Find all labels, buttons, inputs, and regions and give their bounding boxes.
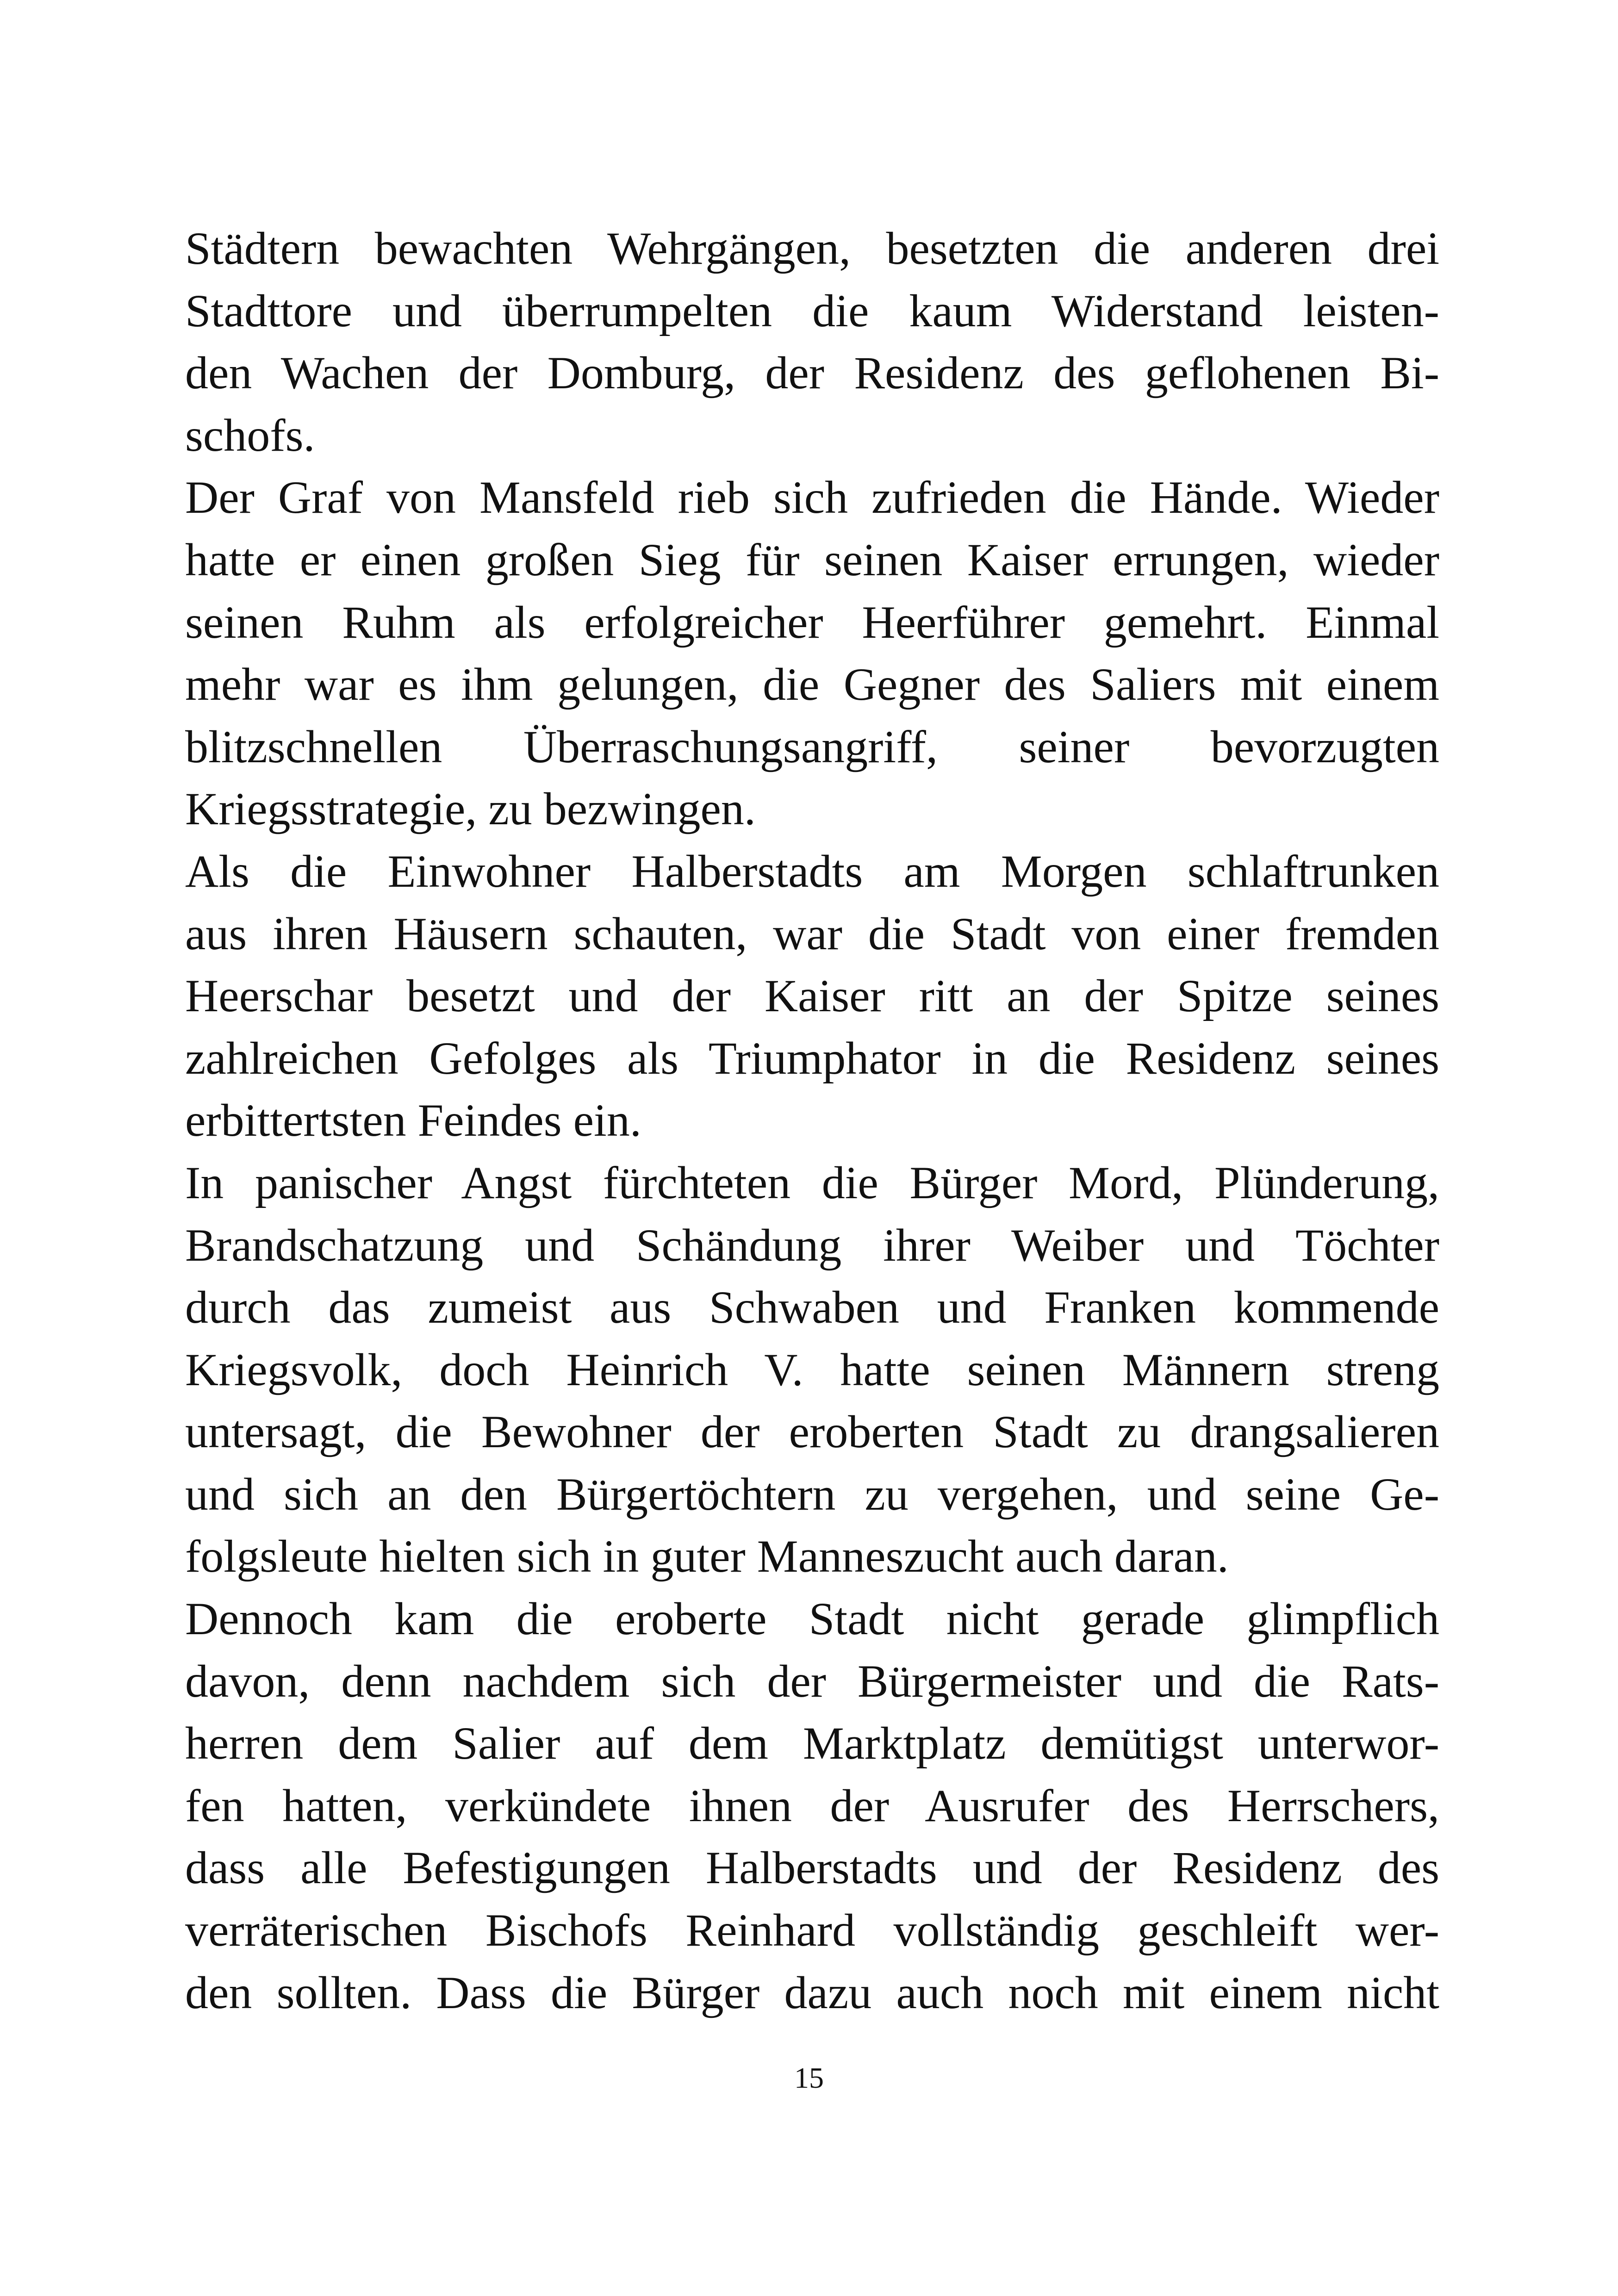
- text-line: zahlreichen Gefolges als Triumphator in die Residenz seines: [185, 1032, 1439, 1084]
- text-line: Dennoch kam die eroberte Stadt nicht gerade glimpflich: [185, 1593, 1439, 1645]
- text-line: Als die Einwohner Halberstadts am Morgen schlaftrunken: [185, 845, 1439, 897]
- paragraph: [185, 467, 1439, 840]
- paragraph: [185, 218, 1439, 467]
- text-line: blitzschnellen Überraschungsangriff, seiner bevorzugten: [185, 721, 1439, 772]
- text-line: Kriegsstrategie, zu bezwingen.: [185, 783, 756, 835]
- page-number: 15: [794, 2061, 824, 2094]
- text-line: den Wachen der Domburg, der Residenz des geflohenen Bi-: [185, 347, 1439, 399]
- text-line: aus ihren Häusern schauten, war die Stadt von einer fremden: [185, 908, 1439, 959]
- text-line: den sollten. Dass die Bürger dazu auch noch mit einem nicht: [185, 1966, 1439, 2018]
- text-line: seinen Ruhm als erfolgreicher Heerführer gemehrt. Einmal: [185, 596, 1439, 648]
- text-line: hatte er einen großen Sieg für seinen Kaiser errungen, wieder: [185, 534, 1439, 585]
- text-line: Städtern bewachten Wehrgängen, besetzten die anderen drei: [185, 223, 1439, 274]
- text-line: schofs.: [185, 409, 315, 461]
- text-line: davon, denn nachdem sich der Bürgermeister und die Rats-: [185, 1655, 1439, 1707]
- text-line: Stadttore und überrumpelten die kaum Widerstand leisten-: [185, 285, 1439, 336]
- text-line: Kriegsvolk, doch Heinrich V. hatte seinen Männern streng: [185, 1344, 1439, 1395]
- page-body-text: [185, 218, 1439, 2024]
- paragraph: [185, 1152, 1439, 1588]
- text-line: Heerschar besetzt und der Kaiser ritt an der Spitze seines: [185, 970, 1439, 1022]
- text-line: Brandschatzung und Schändung ihrer Weiber und Töchter: [185, 1219, 1439, 1271]
- text-line: Der Graf von Mansfeld rieb sich zufrieden die Hände. Wieder: [185, 472, 1439, 523]
- text-line: erbittertsten Feindes ein.: [185, 1095, 641, 1146]
- text-line: verräterischen Bischofs Reinhard vollständig geschleift wer-: [185, 1904, 1439, 1956]
- paragraph: [185, 1588, 1439, 2024]
- text-line: dass alle Befestigungen Halberstadts und der Residenz des: [185, 1842, 1439, 1894]
- text-line: In panischer Angst fürchteten die Bürger Mord, Plünderung,: [185, 1157, 1439, 1208]
- text-line: mehr war es ihm gelungen, die Gegner des Saliers mit einem: [185, 659, 1439, 710]
- text-line: durch das zumeist aus Schwaben und Franken kommende: [185, 1282, 1439, 1333]
- paragraph: [185, 840, 1439, 1152]
- text-line: fen hatten, verkündete ihnen der Ausrufer des Herrschers,: [185, 1780, 1439, 1831]
- text-line: und sich an den Bürgertöchtern zu vergehen, und seine Ge-: [185, 1468, 1439, 1520]
- text-line: untersagt, die Bewohner der eroberten Stadt zu drangsalieren: [185, 1406, 1439, 1458]
- text-line: folgsleute hielten sich in guter Manneszucht auch daran.: [185, 1531, 1229, 1582]
- text-line: herren dem Salier auf dem Marktplatz demütigst unterwor-: [185, 1717, 1439, 1769]
